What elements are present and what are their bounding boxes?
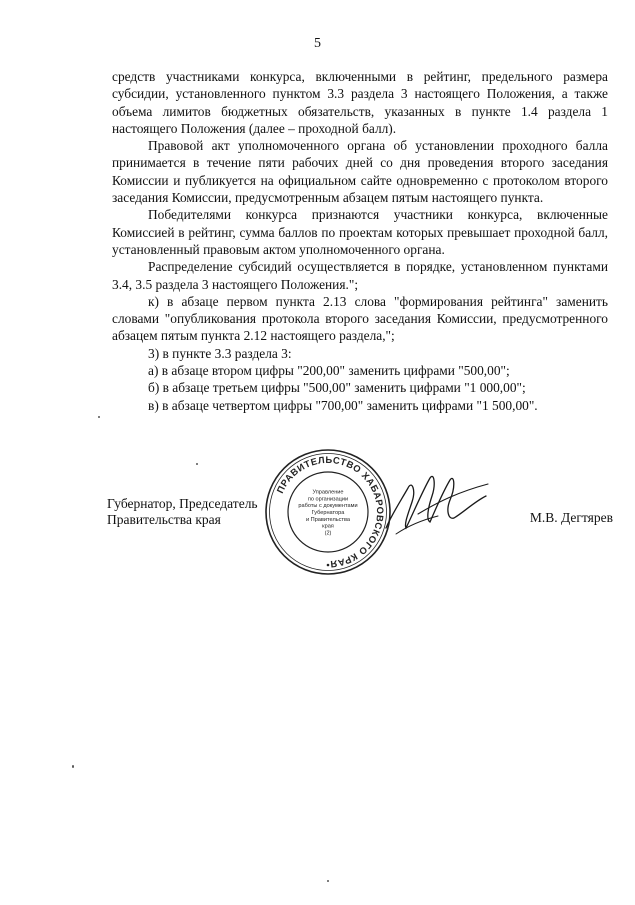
official-seal-stamp	[264, 448, 392, 576]
paragraph-6: 3) в пункте 3.3 раздела 3:	[148, 345, 292, 361]
seal-center-line: работы с документами	[298, 503, 358, 510]
seal-ring-text: ПРАВИТЕЛЬСТВО ХАБАРОВСКОГО КРАЯ	[274, 453, 387, 571]
scan-speck	[327, 880, 329, 882]
scan-speck	[72, 765, 74, 768]
paragraph-3: Победителями конкурса признаются участники конкурса, включенные Комиссией в рейтинг, сумма баллов по проектам которых превышает проходной балл, установленный правовым актом уполномоченного органа.	[112, 207, 608, 257]
seal-center-line: и Правительства	[306, 516, 350, 523]
page-number: 5	[314, 36, 321, 51]
scan-speck	[196, 463, 198, 465]
scan-speck	[98, 416, 100, 418]
paragraph-9: в) в абзаце четвертом цифры "700,00" заменить цифрами "1 500,00".	[148, 397, 538, 413]
paragraph-5: к) в абзаце первом пункта 2.13 слова "формирования рейтинга" заменить словами "опубликования протокола второго заседания Комиссии, предусмотренного абзацем пятым пункта 2.12 настоящего раздела,";	[112, 293, 608, 344]
signatory-name: М.В. Дегтярев	[529, 510, 613, 525]
paragraph-8: б) в абзаце третьем цифры "500,00" заменить цифрами "1 000,00";	[148, 380, 526, 396]
seal-center-line: по организации	[307, 496, 349, 503]
paragraph-2: Правовой акт уполномоченного органа об установлении проходного балла принимается в течение пяти рабочих дней со дня проведения второго заседания Комиссии и публикуется на официальном сайте одновременно с протоколом второго заседания Комиссии, предусмотренным абзацем пятым настоящего пункта.	[112, 138, 608, 206]
signatory-position	[107, 496, 258, 528]
paragraph-4: Распределение субсидий осуществляется в порядке, установленном пунктами 3.4, 3.5 раздела 3 настоящего Положения.";	[112, 259, 608, 292]
handwritten-signature	[378, 462, 498, 546]
signatory-position-line1: Губернатор, Председатель	[107, 496, 258, 511]
paragraph-1: средств участниками конкурса, включенными в рейтинг, предельного размера субсидии, установленного пунктом 3.3 раздела 3 настоящего Положения, а также объема лимитов бюджетных обязательств, указанных в пункте 1.4 раздела 1 настоящего Положения (далее – проходной балл).	[112, 69, 608, 136]
signatory-position-line2: Правительства края	[107, 512, 221, 527]
seal-center-line: (2)	[324, 530, 332, 537]
document-body	[112, 68, 608, 414]
seal-center-line: Управление	[312, 489, 344, 496]
seal-center-line: Губернатора	[311, 510, 345, 516]
paragraph-7: а) в абзаце втором цифры "200,00" заменить цифрами "500,00";	[148, 363, 510, 379]
seal-center-line: края	[322, 523, 334, 530]
